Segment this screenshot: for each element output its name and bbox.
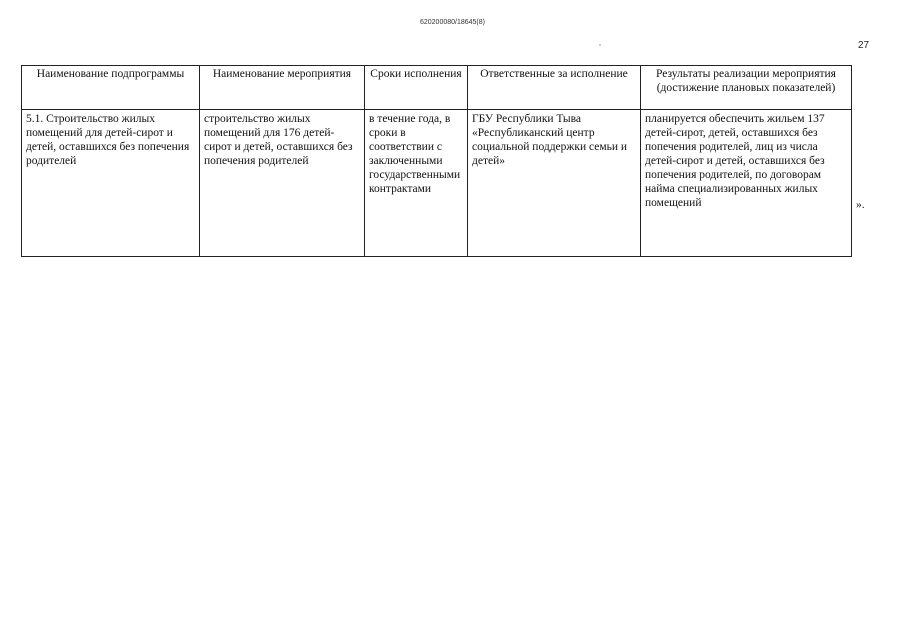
cell-responsible: ГБУ Республики Тыва «Республиканский центр социальной поддержки семьи и детей» <box>468 110 641 257</box>
document-id: 620200080/18645(8) <box>419 19 485 26</box>
header-responsible: Ответственные за исполнение <box>468 66 641 110</box>
closing-quote: ». <box>856 199 865 211</box>
cell-deadline: в течение года, в сроки в соответствии с заключенными государственными контрактами <box>365 110 468 257</box>
page-number: 27 <box>858 40 870 51</box>
header-deadline: Сроки исполнения <box>365 66 468 110</box>
scan-speck <box>599 44 601 46</box>
table-header-row <box>22 66 852 110</box>
header-results: Результаты реализации мероприятия (достижение плановых показателей) <box>641 66 852 110</box>
cell-results: планируется обеспечить жильем 137 детей-сирот, детей, оставшихся без попечения родителей, лиц из числа детей-сирот и детей, оставшихся без попечения родителей, по договорам найма специализированных жилых помещений <box>641 110 852 257</box>
program-table <box>21 65 852 257</box>
cell-subprogram: 5.1. Строительство жилых помещений для детей-сирот и детей, оставшихся без попечения родителей <box>22 110 200 257</box>
table-row <box>22 110 852 257</box>
cell-activity: строительство жилых помещений для 176 детей-сирот и детей, оставшихся без попечения родителей <box>200 110 365 257</box>
header-subprogram: Наименование подпрограммы <box>22 66 200 110</box>
header-activity: Наименование мероприятия <box>200 66 365 110</box>
